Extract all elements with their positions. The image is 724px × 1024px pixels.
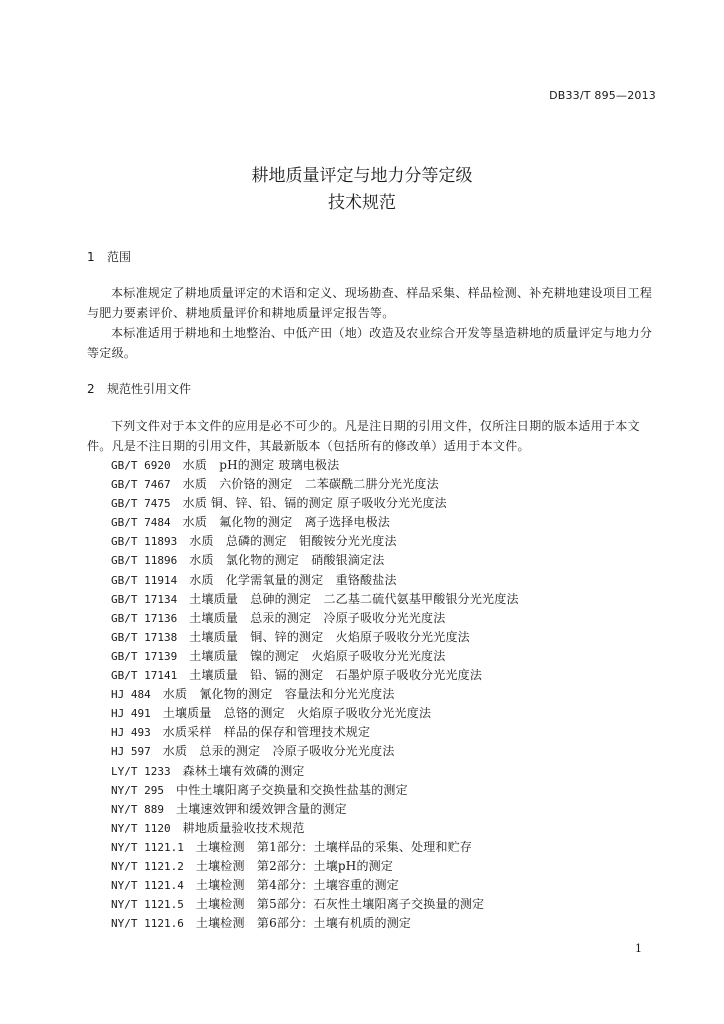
section-number: 2 bbox=[87, 382, 95, 396]
reference-item bbox=[111, 628, 519, 647]
section-title: 规范性引用文件 bbox=[107, 382, 192, 396]
paragraph: 本标准规定了耕地质量评定的术语和定义、现场勘查、样品采集、样品检测、补充耕地建设项目工程与肥力要素评价、耕地质量评价和耕地质量评定报告等。 bbox=[87, 286, 653, 320]
reference-code: GB/T 17139 bbox=[111, 649, 178, 663]
reference-title: 土壤质量 铜、锌的测定 火焰原子吸收分光光度法 bbox=[189, 629, 470, 644]
reference-item bbox=[111, 762, 519, 781]
reference-title: 土壤检测 第2部分：土壤pH的测定 bbox=[195, 858, 394, 873]
reference-item bbox=[111, 685, 519, 704]
document-title: 耕地质量评定与地力分等定级 bbox=[251, 166, 473, 186]
reference-item bbox=[111, 647, 519, 666]
reference-title: 土壤质量 总砷的测定 二乙基二硫代氨基甲酸银分光光度法 bbox=[189, 591, 519, 606]
reference-item bbox=[111, 914, 519, 933]
section-number: 1 bbox=[87, 250, 95, 264]
reference-code: NY/T 1121.6 bbox=[111, 917, 184, 931]
reference-title: 水质 化学需氧量的测定 重铬酸盐法 bbox=[189, 572, 397, 587]
reference-code: NY/T 1121.1 bbox=[111, 840, 184, 854]
reference-code: GB/T 17136 bbox=[111, 611, 178, 625]
reference-item bbox=[111, 838, 519, 857]
reference-item bbox=[111, 876, 519, 895]
reference-code: NY/T 889 bbox=[111, 802, 164, 816]
reference-title: 土壤质量 铅、镉的测定 石墨炉原子吸收分光光度法 bbox=[189, 668, 483, 683]
reference-code: GB/T 6920 bbox=[111, 459, 171, 472]
reference-item bbox=[111, 781, 519, 800]
reference-title: 水质 氟化物的测定 离子选择电极法 bbox=[182, 515, 391, 530]
reference-item bbox=[111, 513, 519, 532]
reference-title: 土壤质量 总铬的测定 火焰原子吸收分光光度法 bbox=[162, 706, 432, 721]
reference-title: 水质 总汞的测定 冷原子吸收分光光度法 bbox=[162, 744, 395, 759]
reference-item bbox=[111, 742, 519, 761]
reference-item bbox=[111, 666, 519, 685]
reference-item bbox=[111, 590, 519, 609]
reference-title: 水质 pH的测定 玻璃电极法 bbox=[182, 458, 340, 472]
reference-item bbox=[111, 571, 519, 590]
reference-title: 土壤检测 第5部分：石灰性土壤阳离子交换量的测定 bbox=[195, 897, 485, 912]
reference-item bbox=[111, 609, 519, 628]
reference-item bbox=[111, 456, 519, 475]
reference-code: GB/T 11893 bbox=[111, 535, 178, 549]
reference-title: 中性土壤阳离子交换量和交换性盐基的测定 bbox=[176, 782, 408, 797]
reference-title: 水质 铜、锌、铅、镉的测定 原子吸收分光光度法 bbox=[182, 496, 447, 511]
reference-code: GB/T 7467 bbox=[111, 478, 171, 492]
reference-item bbox=[111, 494, 519, 513]
reference-list bbox=[111, 456, 519, 933]
section-heading-normative-references bbox=[87, 380, 191, 397]
section-title: 范围 bbox=[107, 250, 132, 264]
reference-title: 土壤速效钾和缓效钾含量的测定 bbox=[176, 801, 347, 816]
reference-title: 森林土壤有效磷的测定 bbox=[182, 763, 305, 778]
reference-title: 耕地质量验收技术规范 bbox=[182, 820, 305, 835]
reference-code: GB/T 17134 bbox=[111, 592, 178, 606]
reference-title: 土壤检测 第4部分：土壤容重的测定 bbox=[195, 878, 399, 893]
reference-title: 水质 氰化物的测定 容量法和分光光度法 bbox=[162, 687, 395, 702]
reference-code: HJ 484 bbox=[111, 688, 151, 702]
document-subtitle: 技术规范 bbox=[328, 193, 396, 213]
reference-code: NY/T 295 bbox=[111, 783, 164, 797]
reference-item bbox=[111, 475, 519, 494]
paragraph: 本标准适用于耕地和土地整治、中低产田（地）改造及农业综合开发等垦造耕地的质量评定与地力分等定级。 bbox=[87, 326, 653, 360]
reference-code: GB/T 11914 bbox=[111, 573, 178, 587]
paragraph: 下列文件对于本文件的应用是必不可少的。凡是注日期的引用文件，仅所注日期的版本适用于本文件。凡是不注日期的引用文件，其最新版本（包括所有的修改单）适用于本文件。 bbox=[87, 419, 640, 453]
reference-code: GB/T 17141 bbox=[111, 669, 178, 683]
reference-title: 土壤检测 第6部分：土壤有机质的测定 bbox=[195, 916, 412, 931]
reference-item bbox=[111, 800, 519, 819]
reference-title: 土壤检测 第1部分：土壤样品的采集、处理和贮存 bbox=[195, 839, 473, 854]
reference-item bbox=[111, 723, 519, 742]
reference-code: NY/T 1121.4 bbox=[111, 879, 184, 893]
scope-body bbox=[87, 283, 659, 363]
reference-code: NY/T 1121.2 bbox=[111, 859, 184, 873]
reference-title: 水质 氯化物的测定 硝酸银滴定法 bbox=[189, 553, 385, 568]
reference-item bbox=[111, 551, 519, 570]
reference-code: LY/T 1233 bbox=[111, 764, 171, 778]
reference-item bbox=[111, 895, 519, 914]
reference-code: HJ 597 bbox=[111, 745, 151, 759]
reference-code: GB/T 7475 bbox=[111, 497, 171, 511]
reference-title: 水质 六价铬的测定 二苯碳酰二肼分光光度法 bbox=[182, 477, 439, 492]
reference-item bbox=[111, 704, 519, 723]
reference-item bbox=[111, 857, 519, 876]
section-heading-scope bbox=[87, 248, 131, 265]
reference-title: 水质 总磷的测定 钼酸铵分光光度法 bbox=[189, 534, 397, 549]
reference-code: GB/T 17138 bbox=[111, 630, 178, 644]
reference-code: GB/T 11896 bbox=[111, 554, 178, 568]
page-number: 1 bbox=[635, 942, 642, 955]
references-intro bbox=[87, 416, 659, 456]
standard-code: DB33/T 895—2013 bbox=[549, 89, 656, 102]
reference-code: HJ 491 bbox=[111, 707, 151, 721]
reference-item bbox=[111, 532, 519, 551]
reference-item bbox=[111, 819, 519, 838]
reference-code: HJ 493 bbox=[111, 726, 151, 740]
reference-code: NY/T 1120 bbox=[111, 821, 171, 835]
reference-title: 土壤质量 镍的测定 火焰原子吸收分光光度法 bbox=[189, 648, 446, 663]
reference-code: GB/T 7484 bbox=[111, 516, 171, 530]
reference-code: NY/T 1121.5 bbox=[111, 898, 184, 912]
reference-title: 水质采样 样品的保存和管理技术规定 bbox=[162, 725, 371, 740]
reference-title: 土壤质量 总汞的测定 冷原子吸收分光光度法 bbox=[189, 610, 446, 625]
